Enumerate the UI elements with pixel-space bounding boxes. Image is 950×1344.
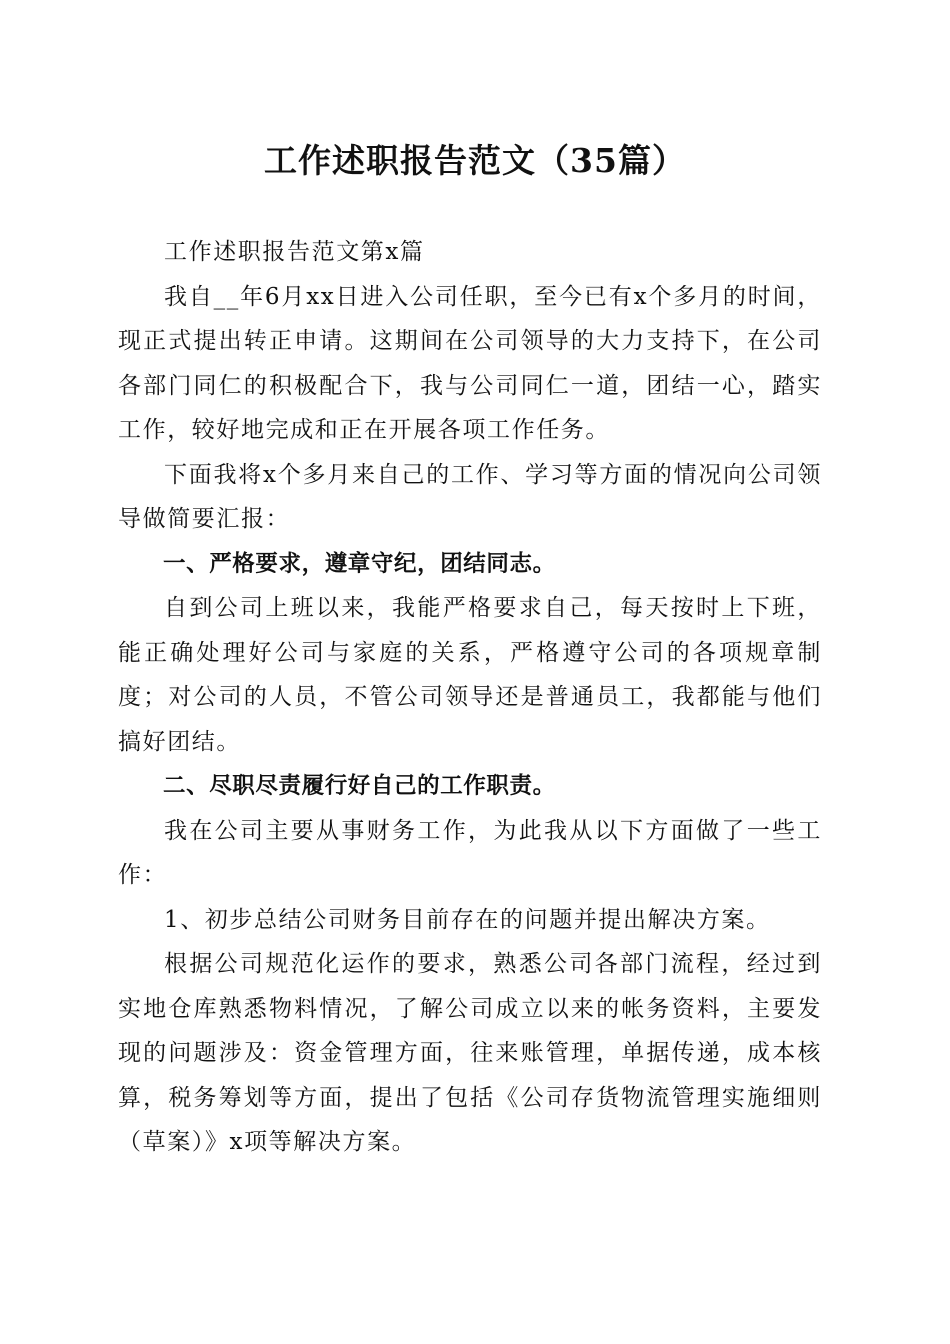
paragraph-discipline: 自到公司上班以来，我能严格要求自己，每天按时上下班，能正确处理好公司与家庭的关系，严格遵守公司的各项规章制度；对公司的人员，不管公司领导还是普通员工，我都能与他们搞好团结。 <box>118 595 822 755</box>
section-heading-1: 一、严格要求，遵章守纪，团结同志。 <box>163 550 556 577</box>
paragraph-intro: 我自__年6月xx日进入公司任职，至今已有x个多月的时间，现正式提出转正申请。这期间在公司领导的大力支持下，在公司各部门同仁的积极配合下，我与公司同仁一道，团结一心，踏实工作，较好地完成和正在开展各项工作任务。 <box>118 283 822 443</box>
document-body <box>118 230 822 1165</box>
paragraph-finance-work: 我在公司主要从事财务工作，为此我从以下方面做了一些工作： <box>118 817 822 888</box>
subsection-heading-1: 1、初步总结公司财务目前存在的问题并提出解决方案。 <box>164 906 771 933</box>
document-title: 工作述职报告范文（35篇） <box>264 141 686 180</box>
paragraph-report-preface: 下面我将x个多月来自己的工作、学习等方面的情况向公司领导做简要汇报： <box>118 461 822 532</box>
section-heading-2: 二、尽职尽责履行好自己的工作职责。 <box>163 773 556 799</box>
document-subtitle: 工作述职报告范文第x篇 <box>164 239 425 265</box>
paragraph-solutions: 根据公司规范化运作的要求，熟悉公司各部门流程，经过到实地仓库熟悉物料情况，了解公司成立以来的帐务资料，主要发现的问题涉及：资金管理方面，往来账管理，单据传递，成本核算，税务筹划等方面，提出了包括《公司存货物流管理实施细则（草案）》x项等解决方案。 <box>118 951 822 1155</box>
